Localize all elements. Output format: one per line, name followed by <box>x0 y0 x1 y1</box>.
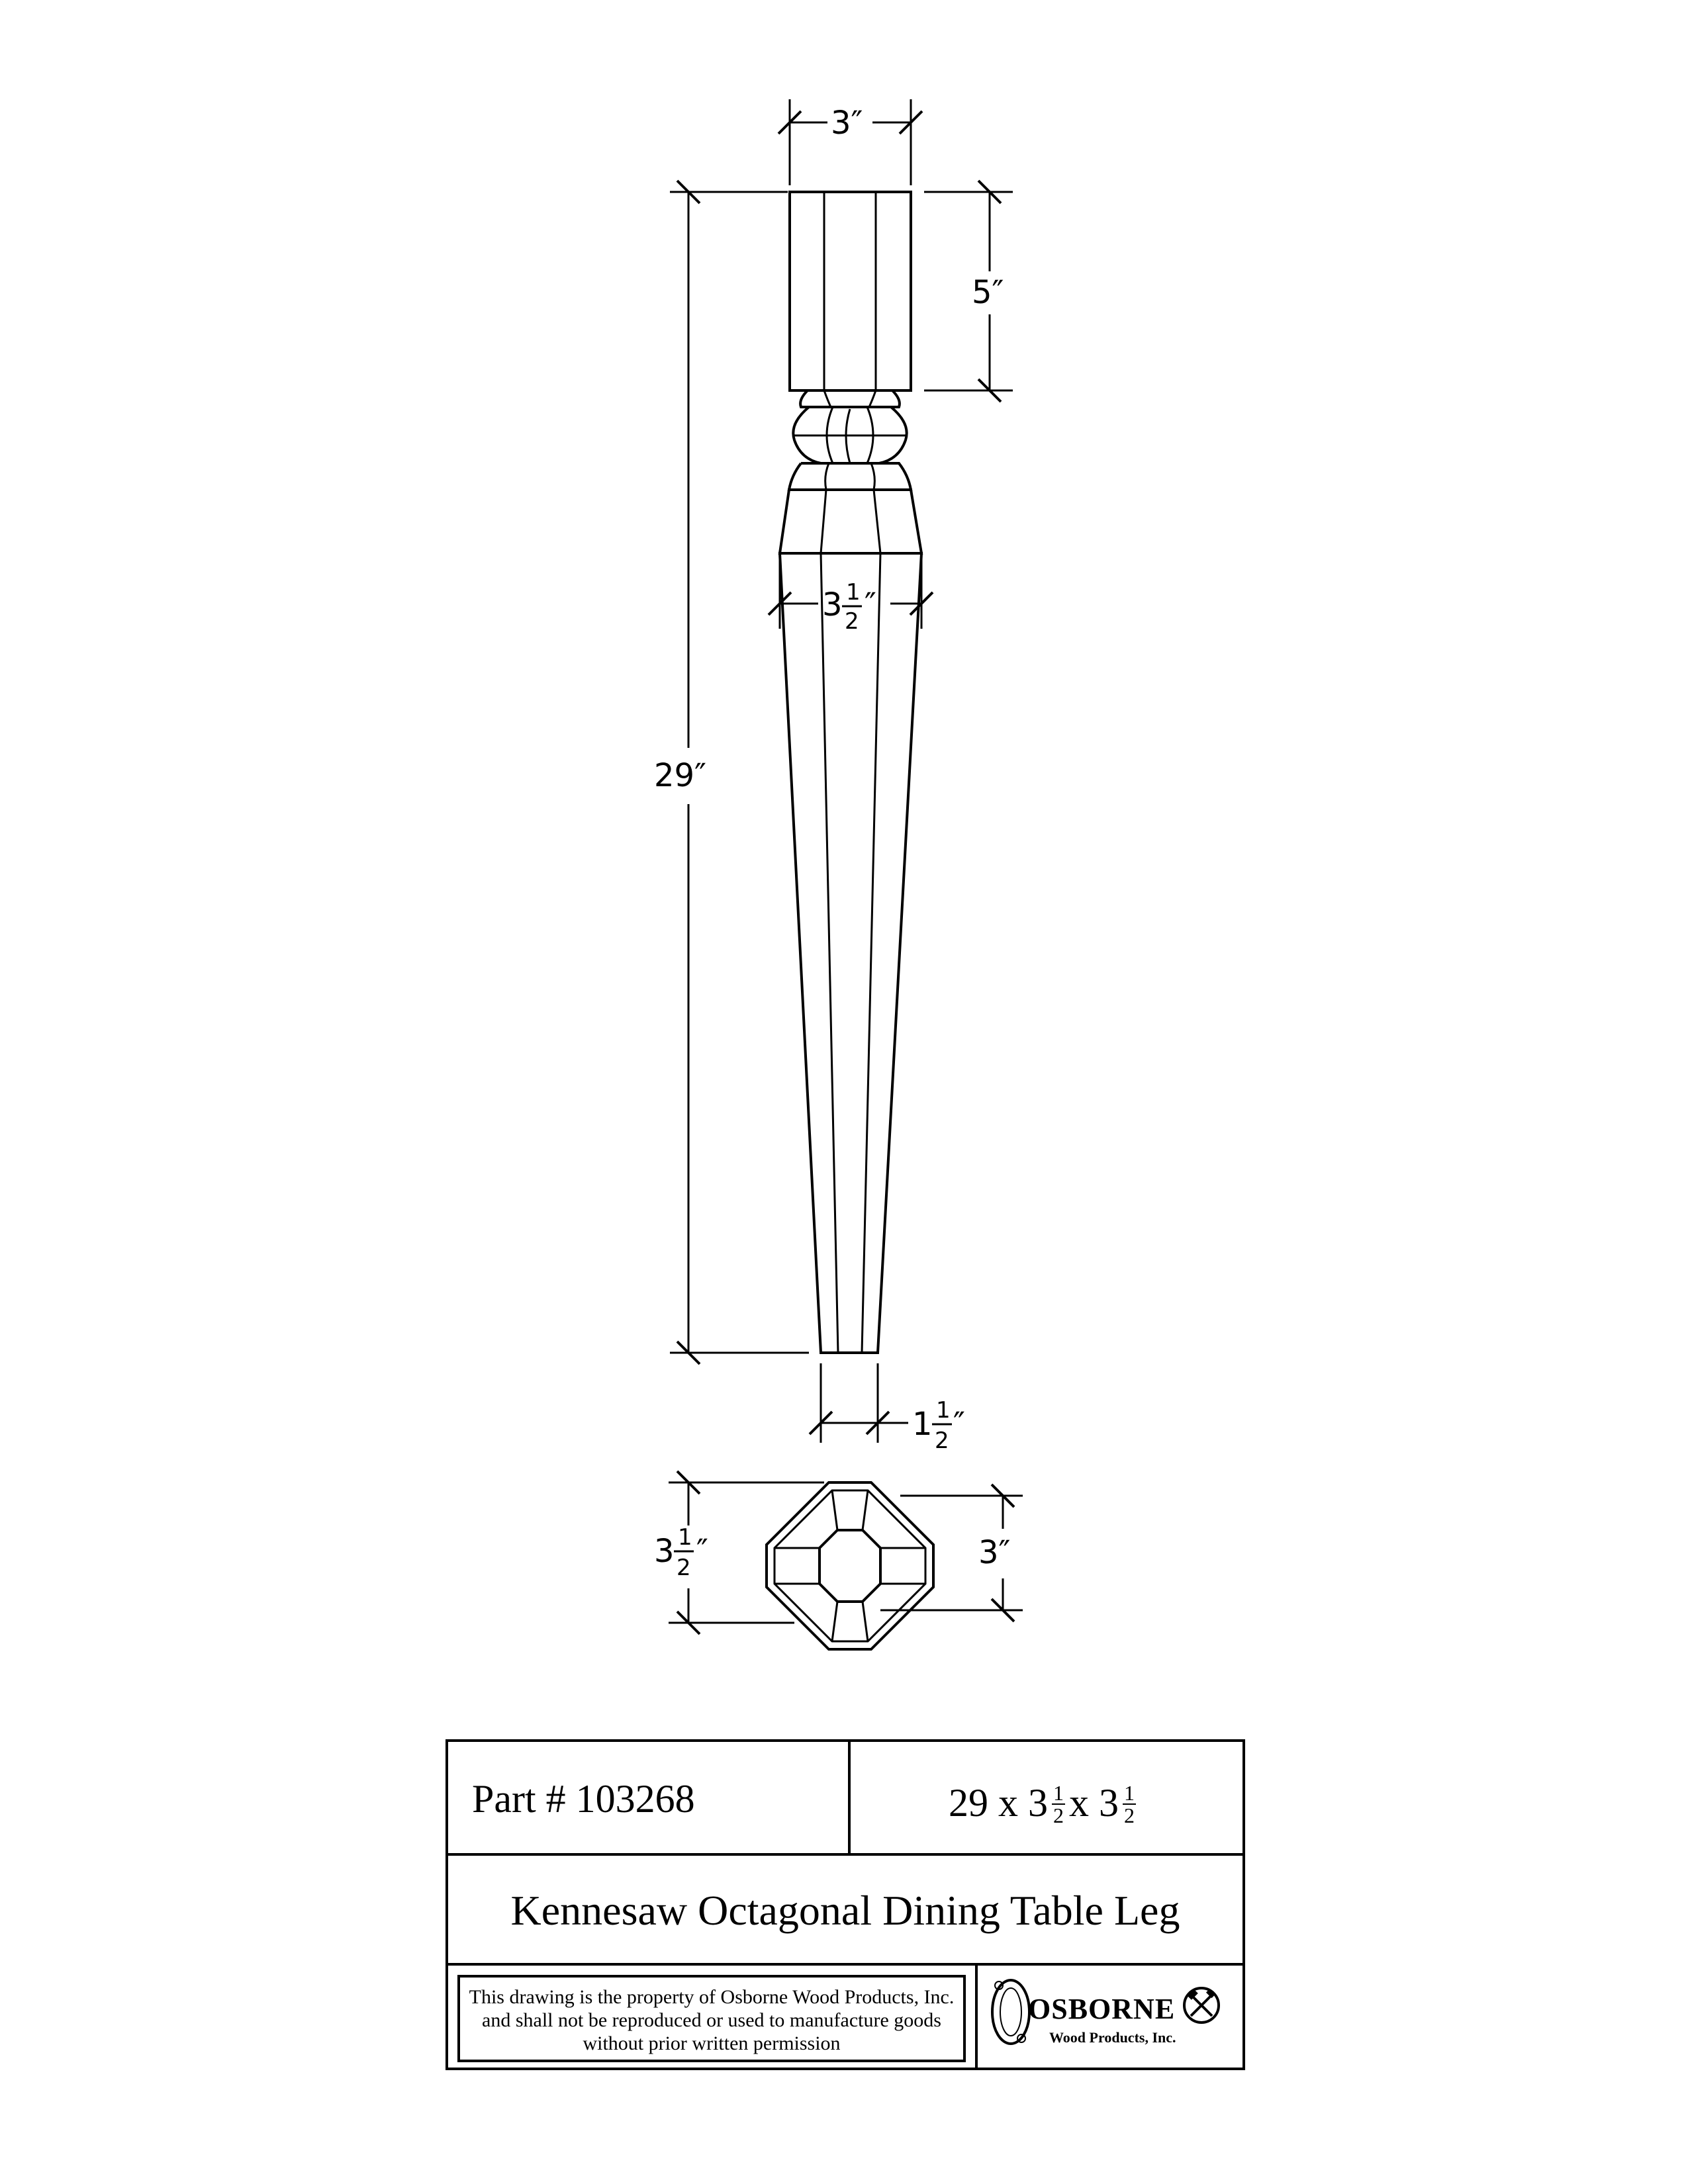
body-width-num: 1 <box>846 579 861 606</box>
hammer-emblem-icon <box>1184 1988 1219 2023</box>
overall-height-label: 29″ <box>654 757 707 794</box>
title-block-row-footer <box>448 1966 1243 2068</box>
dim-body-width <box>769 556 933 635</box>
size-mid: x 3 <box>1069 1781 1119 1825</box>
size-prefix: 29 x 3 <box>949 1781 1048 1825</box>
title-block <box>445 1739 1245 2070</box>
body-width-den: 2 <box>845 608 859 635</box>
body-width-inch: ″ <box>865 586 876 623</box>
logo-subtext: Wood Products, Inc. <box>1049 2029 1176 2046</box>
top-width-label: 3″ <box>831 105 863 142</box>
body-width-whole: 3 <box>822 586 843 623</box>
octagon-section <box>767 1482 933 1649</box>
section-outer-den: 2 <box>677 1555 691 1581</box>
dim-top-width <box>778 99 922 185</box>
size-cell <box>851 1742 1243 1853</box>
section-outer-num: 1 <box>678 1524 692 1551</box>
section-outer-whole: 3 <box>654 1533 675 1570</box>
section-inner-label: 3″ <box>978 1534 1011 1571</box>
section-outer-inch: ″ <box>696 1533 708 1570</box>
foot-width-whole: 1 <box>912 1406 933 1443</box>
top-height-label: 5″ <box>972 274 1004 311</box>
copyright-notice-box <box>457 1975 966 2062</box>
product-name: Kennesaw Octagonal Dining Table Leg <box>510 1887 1180 1934</box>
title-block-row-name <box>448 1856 1243 1966</box>
leg-profile <box>780 192 921 1353</box>
title-block-row-part <box>448 1742 1243 1856</box>
part-number-cell <box>448 1742 851 1853</box>
dim-top-height <box>924 181 1013 402</box>
osborne-logo <box>983 1971 1241 2064</box>
size-label <box>949 1780 1140 1829</box>
copyright-notice: This drawing is the property of Osborne Wood Products, Inc. and shall not be reproduced or used to manufacture goods without prior written permission <box>469 1986 955 2054</box>
dim-overall-height <box>654 181 809 1364</box>
dim-section-inner <box>880 1484 1023 1621</box>
part-number: Part # 103268 <box>472 1777 695 1821</box>
size-fraction-1: $\frac{1}{2}$ <box>1053 1781 1064 1828</box>
foot-width-inch: ″ <box>953 1406 965 1443</box>
foot-width-den: 2 <box>935 1428 949 1454</box>
dim-section-outer <box>654 1471 824 1634</box>
dim-foot-width <box>810 1363 965 1454</box>
foot-width-num: 1 <box>936 1397 951 1424</box>
logo-text: OSBORNE <box>1028 1993 1176 2025</box>
footer-divider <box>975 1966 978 2068</box>
size-fraction-2: $\frac{1}{2}$ <box>1124 1781 1135 1828</box>
